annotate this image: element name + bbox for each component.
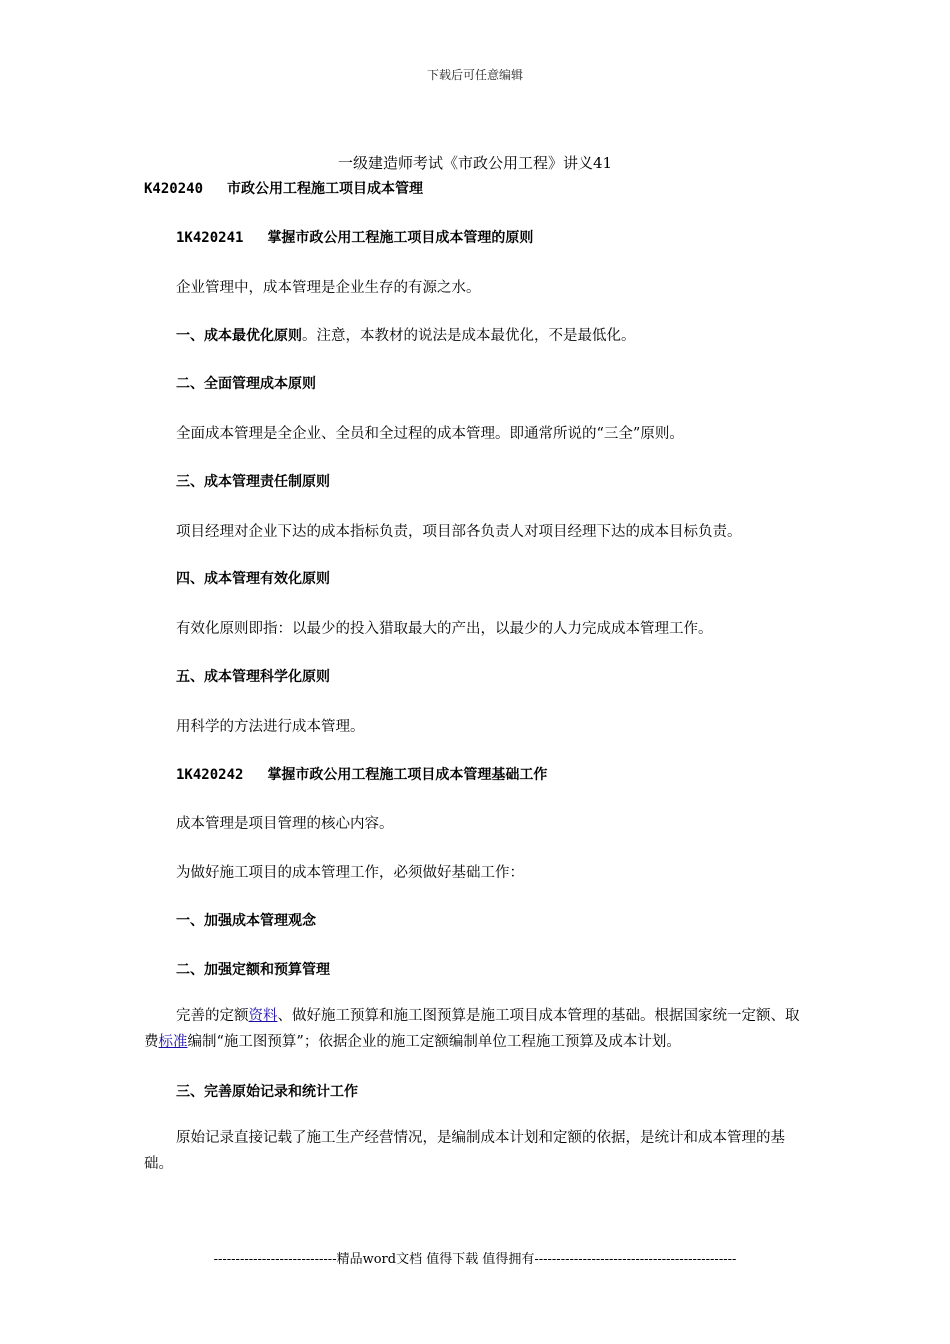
subsection-heading-2 [176,764,547,784]
section-title: 市政公用工程施工项目成本管理 [227,181,424,197]
section-heading [144,178,423,198]
subsection-title-1: 掌握市政公用工程施工项目成本管理的原则 [267,230,534,246]
paragraph-4: 有效化原则即指：以最少的投入猎取最大的产出，以最少的人力完成成本管理工作。 [176,621,713,637]
paragraph-8-part-c: 编制“施工图预算”；依据企业的施工定额编制单位工程施工预算及成本计划。 [187,1034,681,1050]
heading-principle-1 [176,324,636,345]
heading-principle-2: 二、全面管理成本原则 [176,376,316,392]
heading-principle-4: 四、成本管理有效化原则 [176,571,330,587]
paragraph-7: 为做好施工项目的成本管理工作，必须做好基础工作： [176,865,524,881]
subsection-heading-1 [176,227,533,247]
heading-principle-5: 五、成本管理科学化原则 [176,669,330,685]
link-standards[interactable]: 标准 [158,1034,188,1050]
heading-principle-1-note: 。注意，本教材的说法是成本最优化，不是最低化。 [302,328,636,344]
page-footer: ----------------------------精品word文档 值得下载 值得拥有---------------------------------------------- [213,1252,737,1267]
page-header: 下载后可任意编辑 [426,68,523,82]
heading-principle-3: 三、成本管理责任制原则 [176,474,330,490]
heading-principle-1-bold: 一、成本最优化原则 [176,328,302,344]
paragraph-8-part-b: 、做好施工预算和施工图预算是施工项目成本管理的基础。根据国家统一定额、取费 [144,1008,800,1050]
paragraph-6: 成本管理是项目管理的核心内容。 [176,816,394,832]
heading-basic-1: 一、加强成本管理观念 [176,913,316,929]
paragraph-8 [144,1003,808,1055]
paragraph-9-text: 原始记录直接记载了施工生产经营情况，是编制成本计划和定额的依据，是统计和成本管理的基础。 [144,1130,785,1172]
subsection-code-1: 1K420241 [176,230,244,246]
subsection-code-2: 1K420242 [176,767,244,783]
paragraph-5: 用科学的方法进行成本管理。 [176,719,365,735]
paragraph-1: 企业管理中，成本管理是企业生存的有源之水。 [176,280,481,296]
heading-basic-2: 二、加强定额和预算管理 [176,962,330,978]
document-title: 一级建造师考试《市政公用工程》讲义41 [337,154,613,172]
paragraph-3: 项目经理对企业下达的成本指标负责，项目部各负责人对项目经理下达的成本目标负责。 [176,524,742,540]
paragraph-2: 全面成本管理是全企业、全员和全过程的成本管理。即通常所说的“三全”原则。 [176,426,684,442]
heading-basic-3: 三、完善原始记录和统计工作 [176,1084,358,1100]
paragraph-8-part-a: 完善的定额 [176,1008,249,1024]
section-code: K420240 [144,181,204,197]
link-materials[interactable]: 资料 [248,1008,278,1024]
subsection-title-2: 掌握市政公用工程施工项目成本管理基础工作 [267,767,548,783]
paragraph-9 [144,1125,808,1177]
